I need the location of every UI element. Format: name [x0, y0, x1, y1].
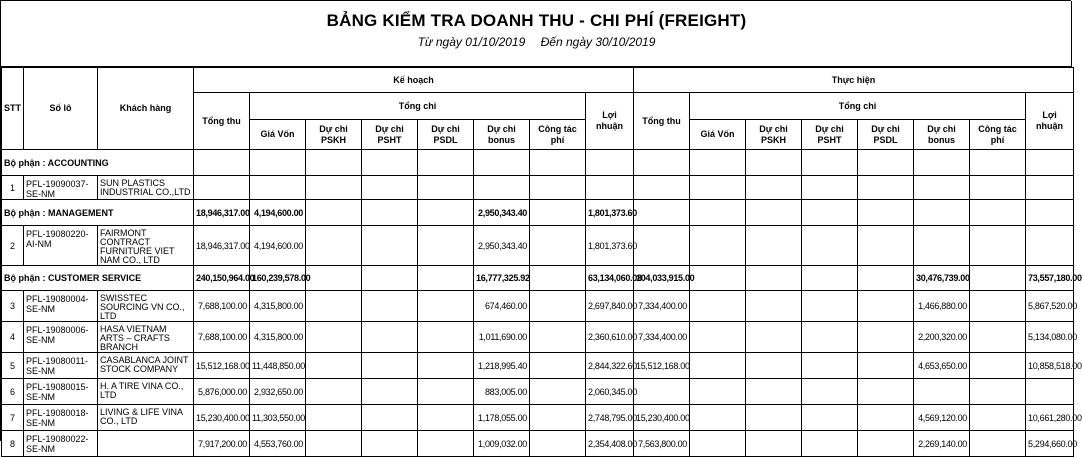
- row-so-lo: PFL-19080004-SE-NM: [24, 291, 98, 322]
- table-row: [2, 322, 1074, 353]
- row-so-lo: PFL-19080006-SE-NM: [24, 322, 98, 353]
- row-kh-tong-thu: 15,512,168.00: [194, 353, 250, 379]
- row-khach-hang: FAIRMONT CONTRACT FURNITURE VIET NAM CO., LTD: [98, 226, 194, 266]
- row-th-tong-thu: [634, 226, 690, 266]
- row-stt: 1: [2, 176, 24, 200]
- row-kh-bonus: [474, 176, 530, 200]
- header-stt: STT: [2, 68, 24, 150]
- row-kh-bonus: 1,218,995.40: [474, 353, 530, 379]
- row-th-loi-nhuan: [1026, 226, 1074, 266]
- section-kh-gia-von: 160,239,578.00: [250, 266, 306, 291]
- row-kh-gia-von: 4,315,800.00: [250, 322, 306, 353]
- row-th-tong-thu: 15,512,168.00: [634, 353, 690, 379]
- header-kh-tong-thu: Tổng thu: [194, 93, 250, 150]
- section-kh-gia-von: 4,194,600.00: [250, 200, 306, 226]
- row-kh-bonus: 883,005.00: [474, 379, 530, 405]
- table-row: [2, 291, 1074, 322]
- section-th-loi-nhuan: [1026, 200, 1074, 226]
- table-row: [2, 353, 1074, 379]
- section-kh-bonus: 16,777,325.92: [474, 266, 530, 291]
- row-kh-gia-von: 11,448,850.00: [250, 353, 306, 379]
- row-khach-hang: CASABLANCA JOINT STOCK COMPANY: [98, 353, 194, 379]
- row-kh-loi-nhuan: 2,360,610.00: [586, 322, 634, 353]
- row-th-bonus: 2,200,320.00: [914, 322, 970, 353]
- date-from: Từ ngày 01/10/2019: [417, 35, 526, 49]
- section-kh-bonus: 2,950,343.40: [474, 200, 530, 226]
- table-row: [2, 431, 1074, 457]
- row-th-tong-thu: [634, 379, 690, 405]
- header-th-bonus: Dự chi bonus: [914, 120, 970, 150]
- table-row: [2, 405, 1074, 431]
- row-th-tong-thu: 15,230,400.00: [634, 405, 690, 431]
- header-kh-gia-von: Giá Vốn: [250, 120, 306, 150]
- row-so-lo: PFL-19080011-SE-NM: [24, 353, 98, 379]
- row-kh-gia-von: [250, 176, 306, 200]
- row-so-lo: PFL-19090037-SE-NM: [24, 176, 98, 200]
- header-th-loi-nhuan: Lợi nhuận: [1026, 93, 1074, 150]
- row-th-bonus: [914, 379, 970, 405]
- row-th-tong-thu: 7,334,400.00: [634, 291, 690, 322]
- header-kh-psht: Dự chi PSHT: [362, 120, 418, 150]
- row-kh-bonus: 1,011,690.00: [474, 322, 530, 353]
- section-kh-gia-von: [250, 150, 306, 176]
- row-th-loi-nhuan: 5,867,520.00: [1026, 291, 1074, 322]
- header-kh-cong-tac-phi: Công tác phí: [530, 120, 586, 150]
- row-th-bonus: 2,269,140.00: [914, 431, 970, 457]
- row-stt: 6: [2, 379, 24, 405]
- section-kh-loi-nhuan: 63,134,060.08: [586, 266, 634, 291]
- row-kh-loi-nhuan: 2,697,840.00: [586, 291, 634, 322]
- row-th-bonus: 4,653,650.00: [914, 353, 970, 379]
- section-th-bonus: [914, 200, 970, 226]
- section-kh-tong-thu: 18,946,317.00: [194, 200, 250, 226]
- row-stt: 7: [2, 405, 24, 431]
- row-kh-gia-von: 2,932,650.00: [250, 379, 306, 405]
- row-kh-loi-nhuan: 1,801,373.60: [586, 226, 634, 266]
- table-row: [2, 176, 1074, 200]
- section-row: [2, 150, 1074, 176]
- header-ke-hoach: Kế hoạch: [194, 68, 634, 93]
- row-kh-loi-nhuan: [586, 176, 634, 200]
- section-th-tong-thu: [634, 200, 690, 226]
- header-th-cong-tac-phi: Công tác phí: [970, 120, 1026, 150]
- section-th-tong-thu: [634, 150, 690, 176]
- row-kh-loi-nhuan: 2,844,322.60: [586, 353, 634, 379]
- row-khach-hang: LIVING & LIFE VINA CO., LTD: [98, 405, 194, 431]
- row-th-tong-thu: 7,563,800.00: [634, 431, 690, 457]
- section-kh-tong-thu: [194, 150, 250, 176]
- row-stt: 8: [2, 431, 24, 457]
- row-kh-loi-nhuan: 2,060,345.00: [586, 379, 634, 405]
- row-th-tong-thu: 7,334,400.00: [634, 322, 690, 353]
- row-th-tong-thu: [634, 176, 690, 200]
- header-th-gia-von: Giá Vốn: [690, 120, 746, 150]
- row-kh-tong-thu: 15,230,400.00: [194, 405, 250, 431]
- row-th-loi-nhuan: [1026, 176, 1074, 200]
- section-row: [2, 266, 1074, 291]
- header-kh-psdl: Dự chi PSDL: [418, 120, 474, 150]
- row-stt: 3: [2, 291, 24, 322]
- row-kh-gia-von: 4,553,760.00: [250, 431, 306, 457]
- row-khach-hang: SUN PLASTICS INDUSTRIAL CO.,LTD: [98, 176, 194, 200]
- header-kh-pskh: Dự chi PSKH: [306, 120, 362, 150]
- section-th-bonus: 30,476,739.00: [914, 266, 970, 291]
- header-thuc-hien: Thực hiện: [634, 68, 1074, 93]
- section-kh-loi-nhuan: 1,801,373.60: [586, 200, 634, 226]
- section-th-bonus: [914, 150, 970, 176]
- row-stt: 5: [2, 353, 24, 379]
- row-stt: 2: [2, 226, 24, 266]
- row-so-lo: PFL-19080022-SE-NM: [24, 431, 98, 457]
- row-khach-hang: HASA VIETNAM ARTS – CRAFTS BRANCH: [98, 322, 194, 353]
- section-kh-bonus: [474, 150, 530, 176]
- row-th-bonus: [914, 176, 970, 200]
- header-th-tong-thu: Tổng thu: [634, 93, 690, 150]
- row-kh-bonus: 1,178,055.00: [474, 405, 530, 431]
- section-th-loi-nhuan: [1026, 150, 1074, 176]
- section-kh-tong-thu: 240,150,964.00: [194, 266, 250, 291]
- row-kh-tong-thu: 5,876,000.00: [194, 379, 250, 405]
- row-th-loi-nhuan: 5,134,080.00: [1026, 322, 1074, 353]
- section-label: Bộ phận : MANAGEMENT: [2, 200, 194, 226]
- row-so-lo: PFL-19080220-AI-NM: [24, 226, 98, 266]
- row-kh-gia-von: 11,303,550.00: [250, 405, 306, 431]
- row-kh-bonus: 1,009,032.00: [474, 431, 530, 457]
- row-kh-gia-von: 4,194,600.00: [250, 226, 306, 266]
- row-th-bonus: [914, 226, 970, 266]
- header-th-psht: Dự chi PSHT: [802, 120, 858, 150]
- section-kh-loi-nhuan: [586, 150, 634, 176]
- row-th-bonus: 4,569,120.00: [914, 405, 970, 431]
- section-label: Bộ phận : ACCOUNTING: [2, 150, 194, 176]
- section-row: [2, 200, 1074, 226]
- header-th-psdl: Dự chi PSDL: [858, 120, 914, 150]
- header-kh-bonus: Dự chi bonus: [474, 120, 530, 150]
- table-row: [2, 379, 1074, 405]
- section-th-tong-thu: 104,033,915.00: [634, 266, 690, 291]
- revenue-cost-table: [1, 67, 1082, 457]
- row-th-loi-nhuan: 10,858,518.00: [1026, 353, 1074, 379]
- date-to: Đến ngày 30/10/2019: [540, 35, 656, 49]
- row-kh-tong-thu: 7,688,100.00: [194, 291, 250, 322]
- row-so-lo: PFL-19080018-SE-NM: [24, 405, 98, 431]
- report-date-range: [1, 35, 1072, 49]
- row-kh-tong-thu: 18,946,317.00: [194, 226, 250, 266]
- row-so-lo: PFL-19080015-SE-NM: [24, 379, 98, 405]
- row-stt: 4: [2, 322, 24, 353]
- row-th-loi-nhuan: 10,661,280.00: [1026, 405, 1074, 431]
- row-kh-tong-thu: 7,917,200.00: [194, 431, 250, 457]
- row-th-loi-nhuan: 5,294,660.00: [1026, 431, 1074, 457]
- report-title: BẢNG KIỂM TRA DOANH THU - CHI PHÍ (FREIGHT): [326, 11, 747, 30]
- row-kh-bonus: 2,950,343.40: [474, 226, 530, 266]
- row-kh-tong-thu: [194, 176, 250, 200]
- row-kh-gia-von: 4,315,800.00: [250, 291, 306, 322]
- row-kh-bonus: 674,460.00: [474, 291, 530, 322]
- section-th-loi-nhuan: 73,557,180.00: [1026, 266, 1074, 291]
- row-th-bonus: 1,466,880.00: [914, 291, 970, 322]
- header-kh-tong-chi: Tổng chi: [250, 93, 586, 120]
- section-label: Bộ phận : CUSTOMER SERVICE: [2, 266, 194, 291]
- header-khach-hang: Khách hàng: [98, 68, 194, 150]
- header-kh-loi-nhuan: Lợi nhuận: [586, 93, 634, 150]
- header-th-tong-chi: Tổng chi: [690, 93, 1026, 120]
- row-kh-tong-thu: 7,688,100.00: [194, 322, 250, 353]
- row-th-loi-nhuan: [1026, 379, 1074, 405]
- row-kh-loi-nhuan: 2,354,408.00: [586, 431, 634, 457]
- header-so-lo: Số lô: [24, 68, 98, 150]
- row-khach-hang: H. A TIRE VINA CO., LTD: [98, 379, 194, 405]
- row-khach-hang: SWISSTEC SOURCING VN CO., LTD: [98, 291, 194, 322]
- header-th-pskh: Dự chi PSKH: [746, 120, 802, 150]
- row-khach-hang: [98, 431, 194, 457]
- row-kh-loi-nhuan: 2,748,795.00: [586, 405, 634, 431]
- table-row: [2, 226, 1074, 266]
